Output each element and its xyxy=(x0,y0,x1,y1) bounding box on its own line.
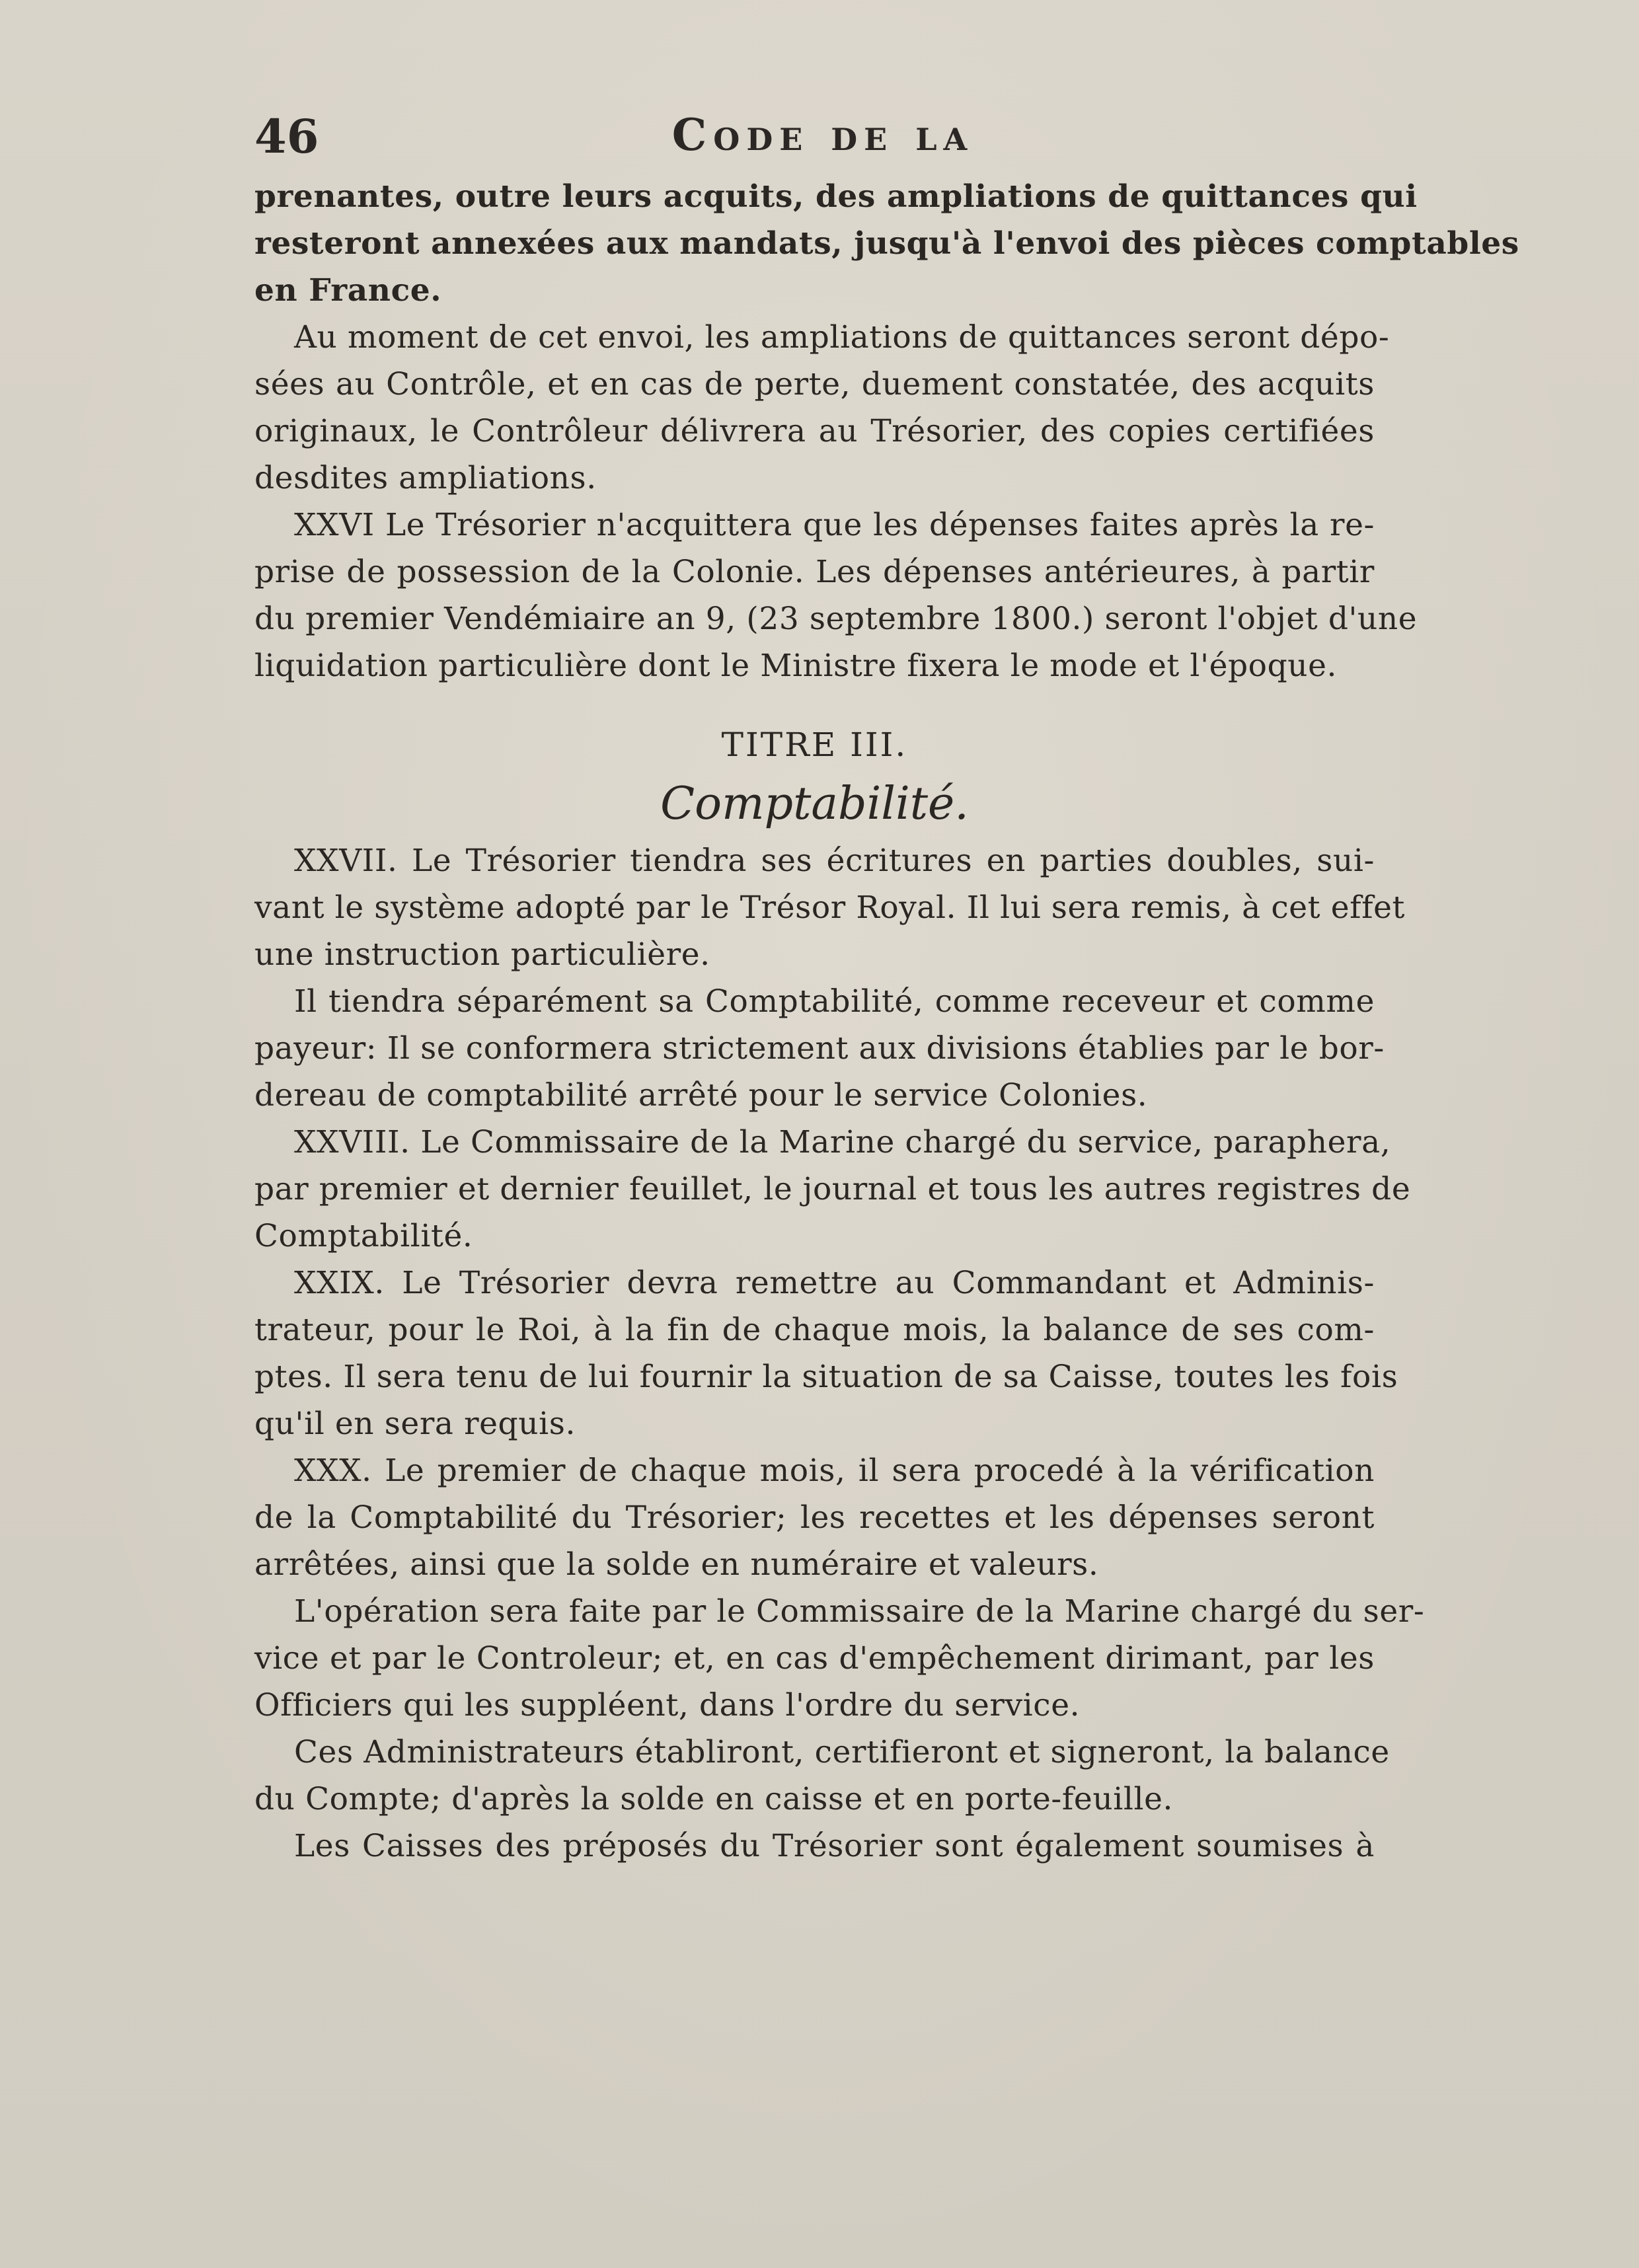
text-line: liquidation particulière dont le Ministre fixera le mode et l'époque. xyxy=(254,648,1338,684)
text-line: L'opération sera faite par le Commissaire de la Marine chargé du ser- xyxy=(294,1593,1425,1630)
page-header xyxy=(254,109,1375,162)
text-line: prise de possession de la Colonie. Les dépenses antérieures, à partir xyxy=(254,554,1375,590)
text-line: vice et par le Controleur; et, en cas d'empêchement dirimant, par les xyxy=(254,1640,1375,1677)
text-line: Les Caisses des préposés du Trésorier sont également soumises à xyxy=(294,1828,1375,1864)
section-title: TITRE III. xyxy=(721,726,908,764)
article-xxx: XXX. Le premier de chaque mois, il sera procedé à la vérification xyxy=(294,1453,1375,1489)
text-line: en France. xyxy=(254,272,442,309)
section-subtitle: Comptabilité. xyxy=(660,778,969,830)
text-line: arrêtées, ainsi que la solde en numéraire et valeurs. xyxy=(254,1546,1099,1583)
main-text xyxy=(254,173,1519,1870)
article-xxix: XXIX. Le Trésorier devra remettre au Commandant et Adminis- xyxy=(294,1265,1375,1301)
text-line: par premier et dernier feuillet, le journal et tous les autres registres de xyxy=(254,1171,1411,1207)
text-line: une instruction particulière. xyxy=(254,936,710,973)
text-line: trateur, pour le Roi, à la fin de chaque mois, la balance de ses com- xyxy=(254,1312,1375,1348)
text-line: Comptabilité. xyxy=(254,1218,473,1254)
text-line: desdites ampliations. xyxy=(254,460,597,496)
text-line: vant le système adopté par le Trésor Royal. Il lui sera remis, à cet effet xyxy=(254,889,1406,926)
article-xxviii: XXVIII. Le Commissaire de la Marine chargé du service, paraphera, xyxy=(294,1124,1391,1160)
text-line: Officiers qui les suppléent, dans l'ordre du service. xyxy=(254,1687,1081,1723)
text-line: payeur: Il se conformera strictement aux divisions établies par le bor- xyxy=(254,1030,1385,1067)
article-xxvi: XXVI Le Trésorier n'acquittera que les dépenses faites après la re- xyxy=(294,507,1375,543)
article-xxvii: XXVII. Le Trésorier tiendra ses écritures en parties doubles, sui- xyxy=(294,843,1375,879)
text-line: Il tiendra séparément sa Comptabilité, comme receveur et comme xyxy=(294,983,1375,1020)
text-line: du premier Vendémiaire an 9, (23 septembre 1800.) seront l'objet d'une xyxy=(254,601,1418,637)
text-line: sées au Contrôle, et en cas de perte, duement constatée, des acquits xyxy=(254,366,1375,402)
text-line: originaux, le Contrôleur délivrera au Trésorier, des copies certifiées xyxy=(254,413,1375,449)
page-number: 46 xyxy=(254,109,319,164)
text-line: ptes. Il sera tenu de lui fournir la situation de sa Caisse, toutes les fois xyxy=(254,1359,1398,1395)
text-line: de la Comptabilité du Trésorier; les recettes et les dépenses seront xyxy=(254,1499,1375,1536)
section-gap xyxy=(254,689,1375,718)
text-line: du Compte; d'après la solde en caisse et en porte-feuille. xyxy=(254,1781,1174,1817)
text-line: dereau de comptabilité arrêté pour le service Colonies. xyxy=(254,1077,1148,1114)
text-line: qu'il en sera requis. xyxy=(254,1406,576,1442)
text-line: Ces Administrateurs établiront, certifieront et signeront, la balance xyxy=(294,1734,1390,1770)
text-line: prenantes, outre leurs acquits, des ampliations de quittances qui xyxy=(254,178,1418,215)
text-line: resteront annexées aux mandats, jusqu'à l'envoi des pièces comptables xyxy=(254,225,1519,262)
running-title: Code de la xyxy=(671,109,974,161)
text-line: Au moment de cet envoi, les ampliations de quittances seront dépo- xyxy=(294,319,1390,356)
